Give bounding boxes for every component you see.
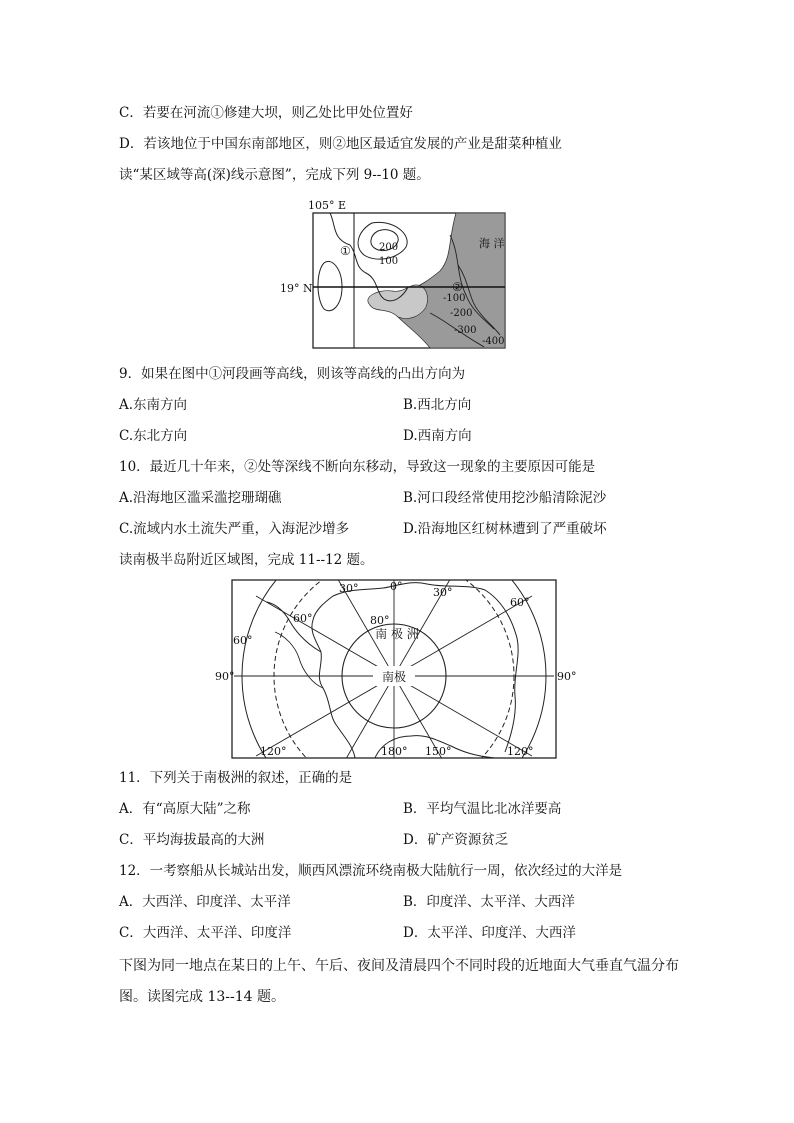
contour-100-label: 100 [379, 256, 399, 267]
depth-100-label: -100 [443, 293, 466, 304]
pole-label: 南极 [381, 670, 407, 684]
q11-option-d: D．矿产资源贫乏 [403, 832, 509, 848]
intro-13-14: 下图为同一地点在某日的上午、午后、夜间及清晨四个不同时段的近地面大气垂直气温分布 [119, 958, 679, 974]
q10-option-d: D.沿海地区红树林遭到了严重破坏 [403, 521, 607, 537]
q12-option-b: B．印度洋、太平洋、大西洋 [403, 894, 575, 910]
option-d-line: D．若该地位于中国东南部地区，则②地区最适宜发展的产业是甜菜种植业 [119, 136, 562, 152]
antarctica-map [205, 576, 588, 762]
lon-150-label: 150° [425, 745, 452, 758]
q10-option-c: C.流域内水土流失严重，入海泥沙增多 [119, 521, 350, 537]
q12-option-a: A．大西洋、印度洋、太平洋 [119, 894, 291, 910]
contour-200-label: 200 [379, 242, 399, 253]
intro-13-14-cont: 图。读图完成 13--14 题。 [119, 989, 285, 1005]
q10-option-a: A.沿海地区滥采滥挖珊瑚礁 [119, 490, 282, 506]
lon-60w-label: 60° [233, 634, 253, 647]
continent-label: 南 极 洲 [375, 627, 419, 641]
question-10: 10．最近几十年来，②处等深线不断向东移动，导致这一现象的主要原因可能是 [119, 459, 596, 475]
sea-label: 海 洋 [479, 237, 505, 250]
q12-option-d: D．太平洋、印度洋、大西洋 [403, 925, 576, 941]
lon-label: 105° E [308, 199, 347, 212]
lat-60-label: 60° [293, 612, 313, 625]
lat-label: 19° N [280, 282, 313, 295]
lon-120w-label: 120° [260, 745, 287, 758]
depth-400-label: -400 [482, 336, 505, 347]
lon-0-label: 0° [390, 580, 403, 593]
lat-80-label: 80° [370, 614, 390, 627]
question-12: 12．一考察船从长城站出发，顺西风漂流环绕南极大陆航行一周，依次经过的大洋是 [119, 863, 623, 879]
q9-option-c: C.东北方向 [119, 428, 188, 444]
q12-option-c: C．大西洋、太平洋、印度洋 [119, 925, 292, 941]
lon-180-label: 180° [381, 745, 408, 758]
q9-option-a: A.东南方向 [119, 397, 188, 413]
lon-120e-label: 120° [507, 745, 534, 758]
lon-30e-label: 30° [433, 586, 453, 599]
q11-option-a: A．有“高原大陆”之称 [119, 801, 251, 817]
question-9: 9．如果在图中①河段画等高线，则该等高线的凸出方向为 [119, 366, 466, 382]
lon-60e-label: 60° [510, 596, 530, 609]
lon-90e-label: 90° [557, 670, 577, 683]
q11-option-b: B．平均气温比北冰洋要高 [403, 801, 562, 817]
q9-option-b: B.西北方向 [403, 397, 472, 413]
q11-option-c: C．平均海拔最高的大洲 [119, 832, 265, 848]
q9-option-d: D.西南方向 [403, 428, 472, 444]
option-c-line: C．若要在河流①修建大坝，则乙处比甲处位置好 [119, 105, 413, 121]
intro-11-12: 读南极半岛附近区域图，完成 11--12 题。 [119, 552, 374, 568]
depth-300-label: -300 [454, 325, 477, 336]
area-marker: ② [452, 280, 463, 294]
intro-9-10: 读“某区域等高(深)线示意图”，完成下列 9--10 题。 [119, 167, 430, 183]
contour-map [280, 195, 510, 355]
lon-30w-label: 30° [339, 582, 359, 595]
river-marker: ① [340, 244, 351, 258]
depth-200-label: -200 [450, 308, 473, 319]
lon-90w-label: 90° [215, 670, 235, 683]
q10-option-b: B.河口段经常使用挖沙船清除泥沙 [403, 490, 607, 506]
question-11: 11．下列关于南极洲的叙述，正确的是 [119, 770, 353, 786]
